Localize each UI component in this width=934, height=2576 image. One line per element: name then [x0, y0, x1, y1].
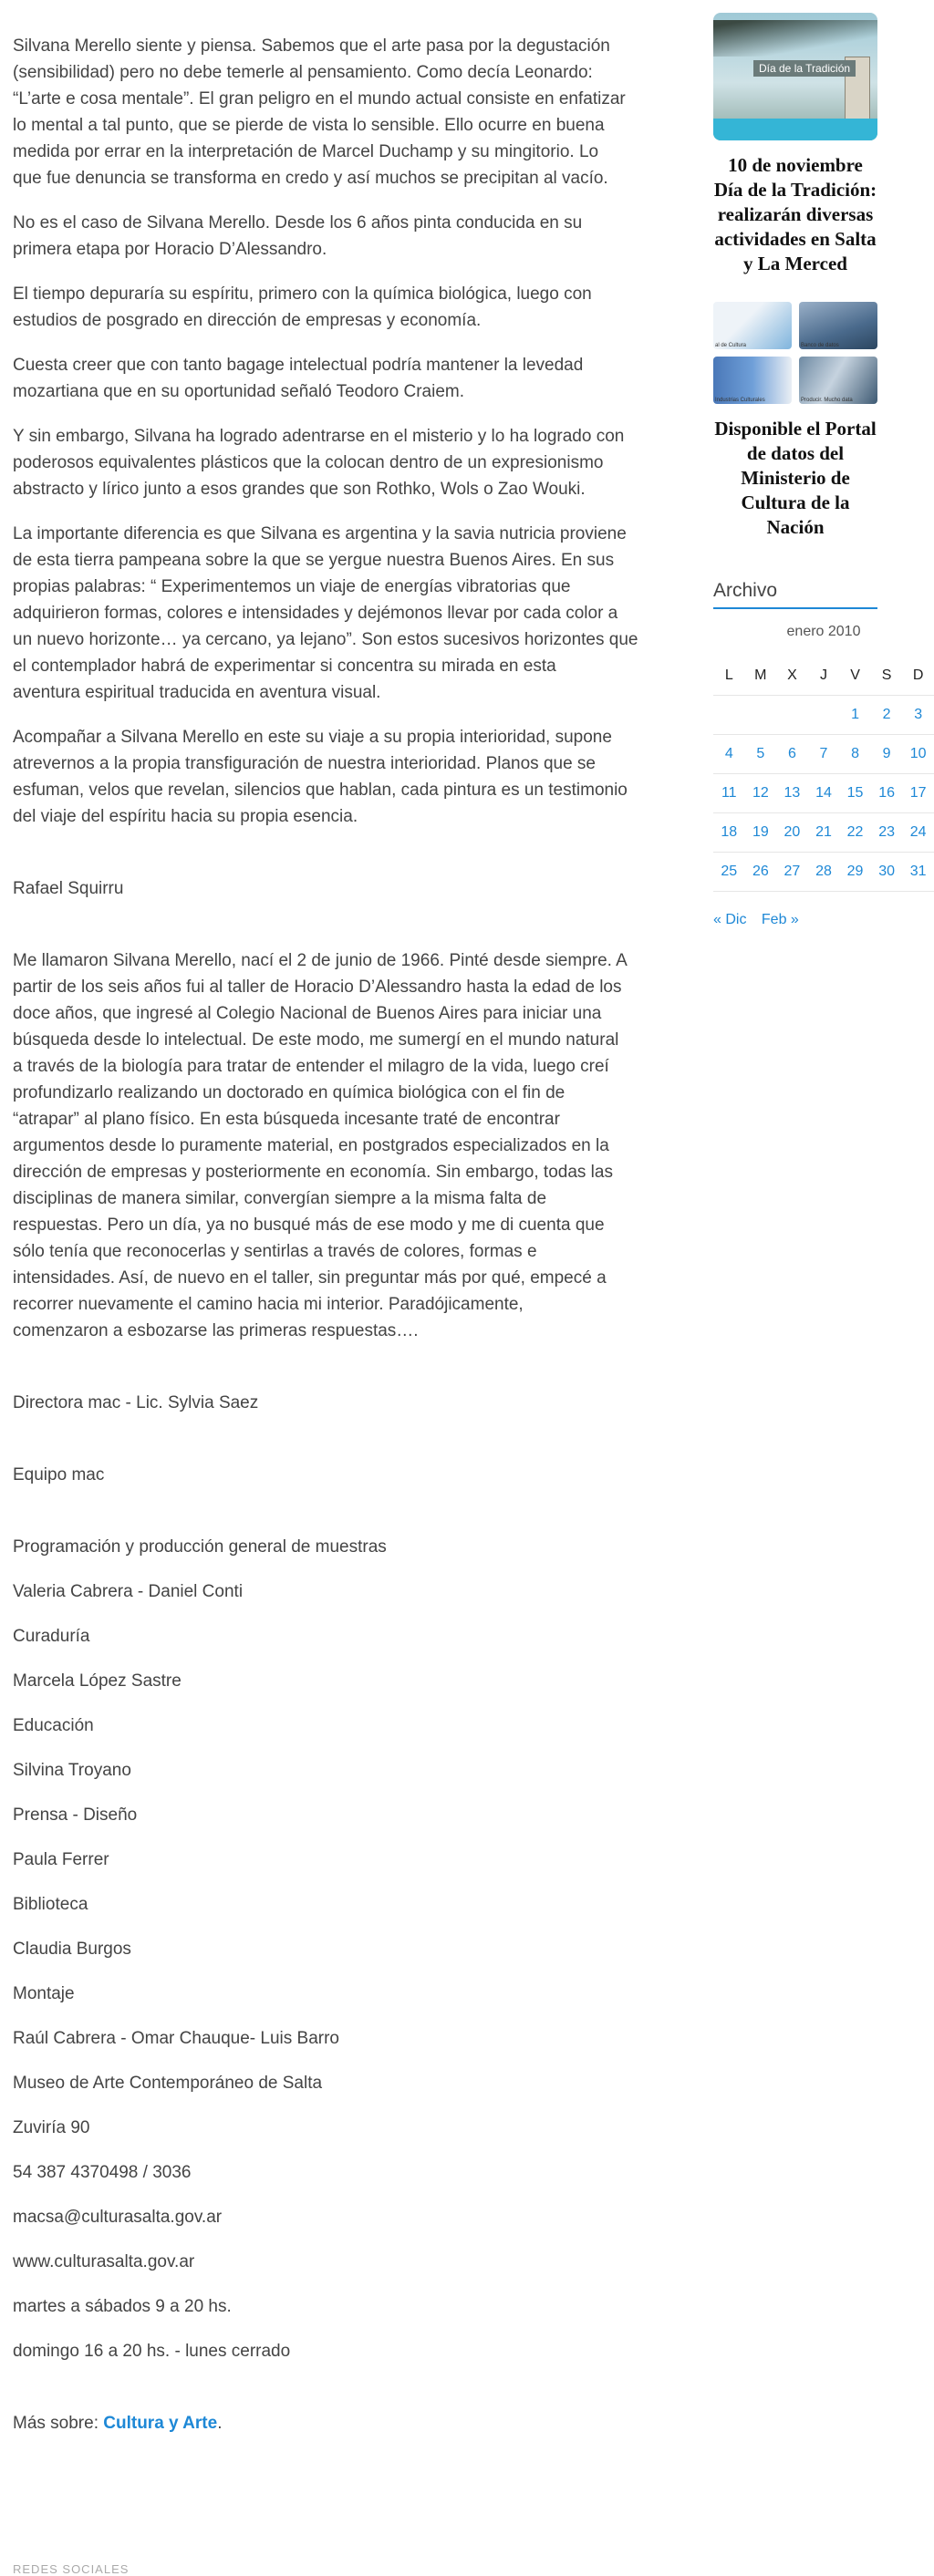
credit-line: www.culturasalta.gov.ar: [13, 2252, 195, 2271]
calendar-day[interactable]: 23: [871, 813, 903, 853]
text-line: Y sin embargo, Silvana ha logrado adentrarse en el misterio y lo ha logrado con: [13, 427, 625, 446]
calendar-day[interactable]: 6: [776, 735, 808, 774]
calendar-day[interactable]: 27: [776, 853, 808, 892]
credit-line: 54 387 4370498 / 3036: [13, 2163, 192, 2182]
thumbnail-tile: Industrias Culturales: [713, 357, 792, 404]
credit-line: Claudia Burgos: [13, 1940, 131, 1959]
credit-line: Prensa - Diseño: [13, 1805, 138, 1825]
text-line: Me llamaron Silvana Merello, nací el 2 de junio de 1966. Pinté desde siempre. A: [13, 951, 628, 970]
calendar-day[interactable]: 2: [871, 696, 903, 735]
text-line: que fue denuncia se transforma en credo y así muchos se precipitan al vacío.: [13, 169, 608, 188]
weekday-label: M: [745, 657, 777, 696]
archive-calendar: [713, 620, 934, 892]
credit-line: Marcela López Sastre: [13, 1671, 182, 1691]
text-line: recorrer nuevamente el camino hacia mi interior. Paradójicamente,: [13, 1295, 524, 1314]
sidebar: [713, 13, 934, 928]
article-signature: Rafael Squirru: [13, 879, 124, 898]
credit-line: Montaje: [13, 1984, 75, 2003]
credit-line: domingo 16 a 20 hs. - lunes cerrado: [13, 2342, 291, 2361]
text-line: el contemplador habrá de experimentar si concentra su mirada en esta: [13, 657, 556, 676]
calendar-day[interactable]: 28: [808, 853, 840, 892]
calendar-day: [713, 696, 745, 735]
category-link[interactable]: Cultura y Arte: [103, 2414, 218, 2433]
thumbnail-tile: al de Cultura: [713, 302, 792, 349]
calendar-day[interactable]: 31: [902, 853, 934, 892]
thumbnail-tile: Producir. Mucho data: [799, 357, 877, 404]
text-line: comenzaron a esbozarse las primeras respuestas….: [13, 1321, 419, 1340]
text-line: (sensibilidad) pero no debe temerle al pensamiento. Como decía Leonardo:: [13, 63, 593, 82]
team-heading: Equipo mac: [13, 1465, 105, 1485]
article-paragraph: [13, 724, 668, 830]
credit-line: macsa@culturasalta.gov.ar: [13, 2208, 223, 2227]
text-line: “atrapar” al plano físico. En esta búsqueda incesante traté de encontrar: [13, 1110, 560, 1129]
calendar-next-link[interactable]: Feb »: [761, 912, 799, 927]
text-line: adquirieron formas, colores e intensidades y dejémonos llevar por cada color a: [13, 604, 618, 623]
text-line: disciplinas de manera similar, convergían siempre a la misma falta de: [13, 1189, 547, 1208]
thumbnail-tile: Banco de datos: [799, 302, 877, 349]
calendar-day[interactable]: 15: [839, 774, 871, 813]
calendar-prev-link[interactable]: « Dic: [713, 912, 747, 927]
text-line: El tiempo depuraría su espíritu, primero con la química biológica, luego con: [13, 284, 592, 304]
credit-line: Programación y producción general de muestras: [13, 1537, 387, 1557]
archive-heading: Archivo: [713, 580, 877, 609]
text-line: poderosos equivalentes plásticos que la colocan dentro de un expresionismo: [13, 453, 604, 472]
calendar-day[interactable]: 21: [808, 813, 840, 853]
credit-line: Valeria Cabrera - Daniel Conti: [13, 1582, 244, 1601]
post-title-link[interactable]: 10 de noviembre Día de la Tradición: realizarán diversas actividades en Salta y La Merced: [713, 154, 877, 274]
weekday-label: J: [808, 657, 840, 696]
credit-line: Educación: [13, 1716, 94, 1735]
calendar-day[interactable]: 12: [745, 774, 777, 813]
text-line: propias palabras: “ Experimentemos un viaje de energías vibratorias que: [13, 577, 571, 596]
text-line: argumentos desde lo puramente material, en postgrados especializados en la: [13, 1136, 609, 1155]
calendar-week: [713, 853, 934, 892]
credit-line: martes a sábados 9 a 20 hs.: [13, 2297, 232, 2316]
calendar-day[interactable]: 20: [776, 813, 808, 853]
calendar-day[interactable]: 1: [839, 696, 871, 735]
calendar-week: [713, 696, 934, 735]
text-line: Acompañar a Silvana Merello en este su viaje a su propia interioridad, supone: [13, 728, 612, 747]
calendar-day[interactable]: 3: [902, 696, 934, 735]
calendar-day: [776, 696, 808, 735]
credit-line: Zuviría 90: [13, 2118, 90, 2137]
text-line: búsqueda desde lo intelectual. De este modo, me sumergí en el mundo natural: [13, 1030, 619, 1050]
post-title-link[interactable]: Disponible el Portal de datos del Ministerio de Cultura de la Nación: [714, 418, 877, 538]
calendar-day[interactable]: 25: [713, 853, 745, 892]
credit-line: Biblioteca: [13, 1895, 88, 1914]
text-line: estudios de posgrado en dirección de empresas y economía.: [13, 311, 482, 330]
thumbnail-caption: Día de la Tradición: [753, 60, 856, 77]
artist-bio: [13, 947, 668, 1344]
text-line: esfuman, velos que revelan, silencios que hablan, cada pintura es un testimonio: [13, 781, 628, 800]
text-line: de esta tierra pampeana sobre la que se yergue nuestra Buenos Aires. En sus: [13, 551, 615, 570]
text-line: “L’arte e cosa mentale”. El gran peligro en el mundo actual consiste en enfatizar: [13, 89, 626, 109]
weekday-label: L: [713, 657, 745, 696]
text-line: Silvana Merello siente y piensa. Sabemos que el arte pasa por la degustación: [13, 36, 610, 56]
article-paragraph: [13, 521, 668, 706]
article-paragraph: [13, 210, 668, 263]
text-line: aventura espiritual traducida en aventura visual.: [13, 683, 381, 702]
calendar-day[interactable]: 18: [713, 813, 745, 853]
weekday-label: X: [776, 657, 808, 696]
calendar-week: [713, 813, 934, 853]
article-paragraph: [13, 352, 668, 405]
credit-line: Paula Ferrer: [13, 1850, 109, 1869]
director-credit: Directora mac - Lic. Sylvia Saez: [13, 1393, 259, 1412]
social-section-label: REDES SOCIALES: [13, 2562, 130, 2576]
calendar-week: [713, 774, 934, 813]
calendar-month: enero 2010: [786, 624, 861, 639]
tree-branch-graphic: [713, 20, 877, 57]
weekday-label: S: [871, 657, 903, 696]
text-line: atrevernos a la propia transfiguración de nuestra interioridad. Planos que se: [13, 754, 596, 773]
credit-line: Raúl Cabrera - Omar Chauque- Luis Barro: [13, 2029, 339, 2048]
credits-list: [13, 1534, 668, 2364]
calendar-day[interactable]: 9: [871, 735, 903, 774]
credit-line: Silvina Troyano: [13, 1761, 131, 1780]
calendar-day[interactable]: 8: [839, 735, 871, 774]
calendar-day[interactable]: 10: [902, 735, 934, 774]
text-line: medida por errar en la interpretación de Marcel Duchamp y su mingitorio. Lo: [13, 142, 599, 161]
credit-line: Curaduría: [13, 1627, 90, 1646]
ground-graphic: [713, 119, 877, 140]
weekday-label: D: [902, 657, 934, 696]
weekday-label: V: [839, 657, 871, 696]
post-thumbnail[interactable]: [713, 13, 877, 140]
calendar-day[interactable]: 17: [902, 774, 934, 813]
text-line: partir de los seis años fui al taller de Horacio D’Alessandro hasta la edad de los: [13, 978, 622, 997]
calendar-day[interactable]: 30: [871, 853, 903, 892]
more-about-prefix: Más sobre:: [13, 2414, 104, 2433]
calendar-day[interactable]: 13: [776, 774, 808, 813]
calendar-day[interactable]: 24: [902, 813, 934, 853]
calendar-day[interactable]: 11: [713, 774, 745, 813]
calendar-day[interactable]: 14: [808, 774, 840, 813]
text-line: mozartiana que en su oportunidad señaló Teodoro Craiem.: [13, 382, 465, 401]
text-line: un nuevo horizonte… ya cercano, ya lejano”. Son estos sucesivos horizontes que: [13, 630, 638, 649]
more-about: [13, 2410, 668, 2436]
calendar-day[interactable]: 26: [745, 853, 777, 892]
text-line: profundizarlo realizando un doctorado en química biológica con el fin de: [13, 1083, 566, 1102]
calendar-day[interactable]: 16: [871, 774, 903, 813]
calendar-week: [713, 735, 934, 774]
text-line: a través de la biología para tratar de entender el milagro de la vida, luego creí: [13, 1057, 609, 1076]
text-line: primera etapa por Horacio D’Alessandro.: [13, 240, 327, 259]
text-line: lo mental a tal punto, que se pierde de vista lo sensible. Ello ocurre en buena: [13, 116, 605, 135]
article-paragraph: [13, 423, 668, 502]
text-line: No es el caso de Silvana Merello. Desde los 6 años pinta conducida en su: [13, 213, 583, 233]
text-line: sólo tenía que reconocerlas y sentirlas a través de colores, formas e: [13, 1242, 537, 1261]
credit-line: Museo de Arte Contemporáneo de Salta: [13, 2074, 323, 2093]
text-line: abstracto y lírico junto a esos grandes que son Rothko, Wols o Zao Wouki.: [13, 480, 586, 499]
calendar-days: [713, 696, 934, 892]
calendar-weekdays: [713, 657, 934, 696]
calendar-day[interactable]: 7: [808, 735, 840, 774]
post-thumbnail-grid[interactable]: [713, 302, 877, 404]
calendar-day[interactable]: 5: [745, 735, 777, 774]
text-line: La importante diferencia es que Silvana es argentina y la savia nutricia proviene: [13, 524, 627, 543]
more-about-suffix: .: [217, 2414, 223, 2433]
calendar-day: [808, 696, 840, 735]
text-line: dirección de empresas y posteriormente en economía. Sin embargo, todas las: [13, 1163, 613, 1182]
calendar-navigation: [713, 912, 934, 928]
calendar-day[interactable]: 4: [713, 735, 745, 774]
calendar-day[interactable]: 22: [839, 813, 871, 853]
article-paragraphs: [13, 33, 668, 830]
text-line: del viaje del espíritu hacia su propia esencia.: [13, 807, 358, 826]
article-content: [13, 33, 668, 2455]
calendar-day[interactable]: 29: [839, 853, 871, 892]
article-paragraph: [13, 33, 668, 191]
text-line: Cuesta creer que con tanto bagage intelectual podría mantener la levedad: [13, 356, 584, 375]
calendar-day: [745, 696, 777, 735]
article-paragraph: [13, 281, 668, 334]
calendar-day[interactable]: 19: [745, 813, 777, 853]
text-line: respuestas. Pero un día, ya no busqué más de ese modo y me di cuenta que: [13, 1216, 605, 1235]
text-line: doce años, que ingresé al Colegio Nacional de Buenos Aires para iniciar una: [13, 1004, 602, 1023]
text-line: intensidades. Así, de nuevo en el taller, sin preguntar más por qué, empecé a: [13, 1268, 607, 1288]
